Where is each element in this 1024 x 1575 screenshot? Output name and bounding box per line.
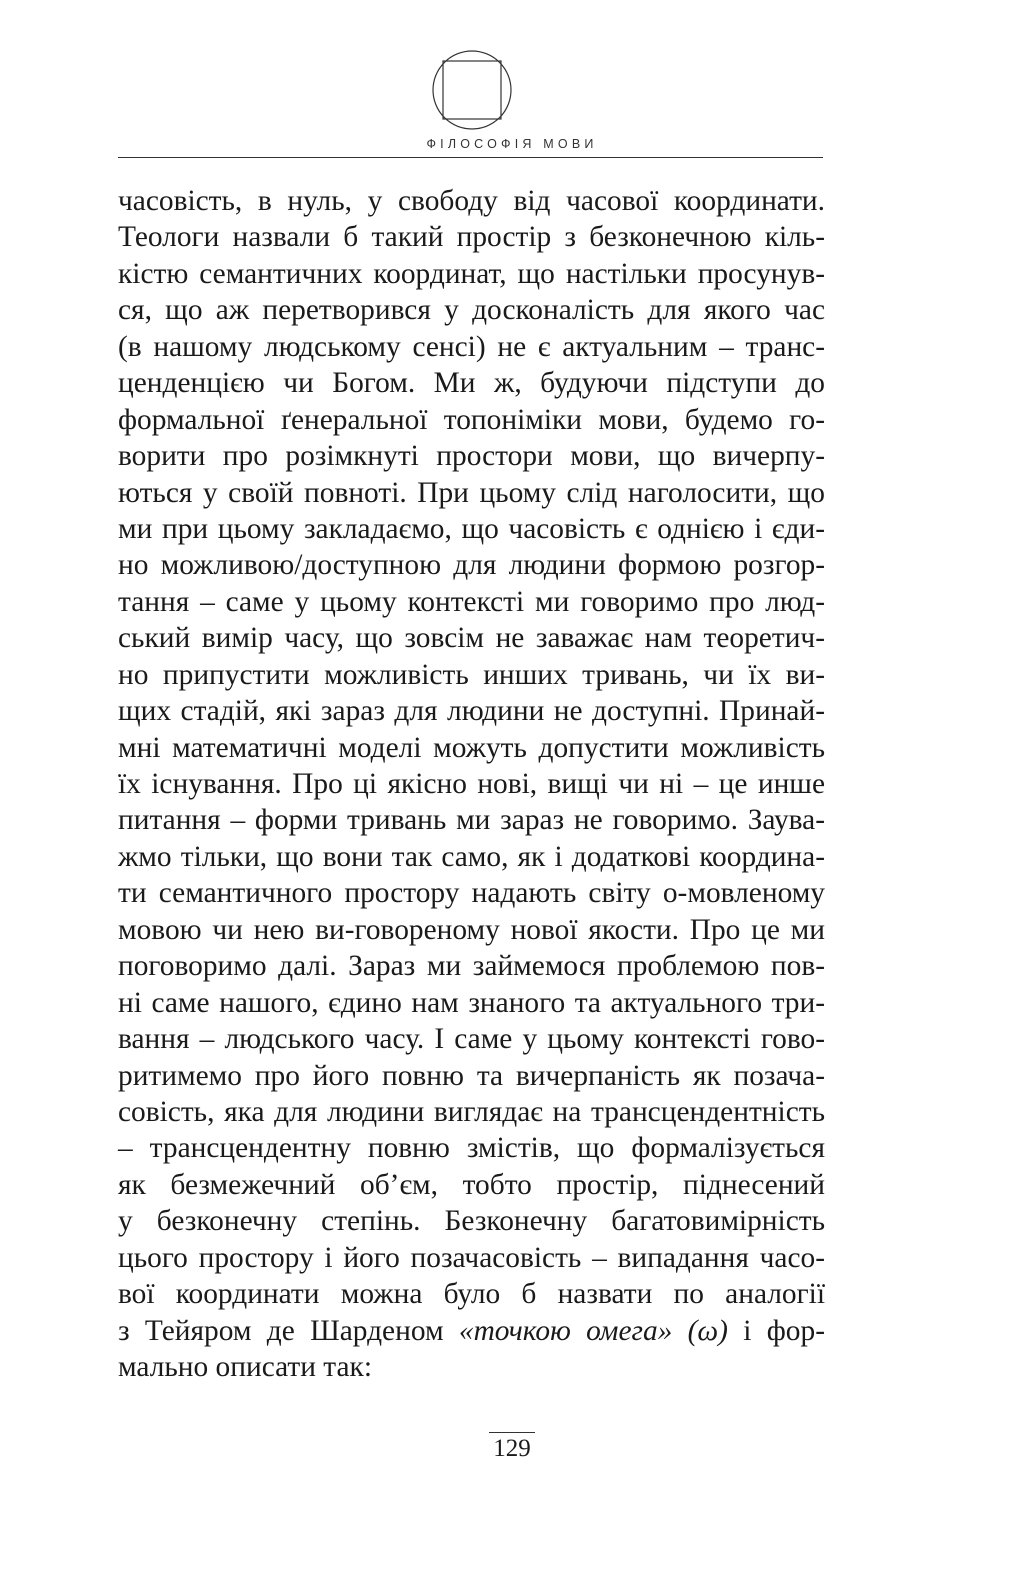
text-line: ти семантичного простору надають світу о-мовленому [118, 877, 825, 910]
text-segment: і фор- [727, 1314, 825, 1347]
running-header: ФІЛОСОФІЯ МОВИ [426, 137, 598, 151]
text-line: формальної ґенеральної топоніміки мови, будемо го- [118, 403, 825, 436]
text-line: совість, яка для людини виглядає на трансцендентність [118, 1095, 825, 1128]
text-line: – трансцендентну повню змістів, що формалізується [118, 1132, 825, 1165]
text-line: жмо тільки, що вони так само, як і додаткові координа- [118, 840, 825, 873]
text-line: кістю семантичних координат, що настільки просунув- [118, 257, 825, 290]
text-line: ються у своїй повноті. При цьому слід наголосити, що [118, 476, 825, 509]
page-number: 129 [489, 1432, 535, 1465]
text-line: мально описати так: [118, 1351, 372, 1383]
text-line: їх існування. Про ці якісно нові, вищі чи ні – це инше [118, 768, 825, 800]
text-line: ценденцією чи Богом. Ми ж, будуючи підступи до [118, 367, 825, 400]
text-line: ритимемо про його повню та вичерпаність як позача- [118, 1059, 825, 1092]
header-divider [118, 157, 823, 158]
text-line: но можливою/доступною для людини формою розгор- [118, 549, 825, 582]
text-line: Теологи назвали б такий простір з безконечною кіль- [118, 221, 825, 254]
circle-square-emblem-icon [430, 48, 514, 132]
text-line: щих стадій, які зараз для людини не доступні. Принай- [118, 695, 825, 728]
text-line: ся, що аж перетворився у досконалість для якого час [118, 294, 825, 327]
text-line: у безконечну степінь. Безконечну багатовимірність [118, 1205, 825, 1238]
text-line-with-italic [118, 1313, 825, 1349]
text-line: поговоримо далі. Зараз ми займемося проблемою пов- [118, 950, 825, 983]
text-line: часовість, в нуль, у свободу від часової координати. [118, 185, 825, 217]
text-line: (в нашому людському сенсі) не є актуальним – транс- [118, 330, 825, 363]
text-line: тання – саме у цьому контексті ми говоримо про люд- [118, 585, 825, 618]
text-segment: з Тейяром де Шарденом [118, 1314, 459, 1347]
text-line: питання – форми тривань ми зараз не говоримо. Заува- [118, 804, 825, 837]
body-text [118, 183, 825, 1385]
text-line: ський вимір часу, що зовсім не заважає нам теоретич- [118, 622, 825, 655]
text-line: вання – людського часу. І саме у цьому контексті гово- [118, 1023, 825, 1056]
text-line: ні саме нашого, єдино нам знаного та актуального три- [118, 986, 825, 1019]
text-line: мні математичні моделі можуть допустити можливість [118, 731, 825, 764]
page-number-block [0, 1432, 1024, 1465]
text-line: як безмежечний об’єм, тобто простір, піднесений [118, 1168, 825, 1201]
italic-term: «точкою омега» (ω) [458, 1314, 728, 1347]
text-line: мовою чи нею ви-говореному нової якости. Про це ми [118, 913, 825, 946]
text-line: ворити про розімкнуті простори мови, що вичерпу- [118, 440, 825, 473]
text-line: цього простору і його позачасовість – випадання часо- [118, 1241, 825, 1274]
text-line: ми при цьому закладаємо, що часовість є однією і єди- [118, 512, 825, 545]
text-line: но припустити можливість инших тривань, чи їх ви- [118, 658, 825, 691]
text-line: вої координати можна було б назвати по аналогії [118, 1278, 825, 1311]
